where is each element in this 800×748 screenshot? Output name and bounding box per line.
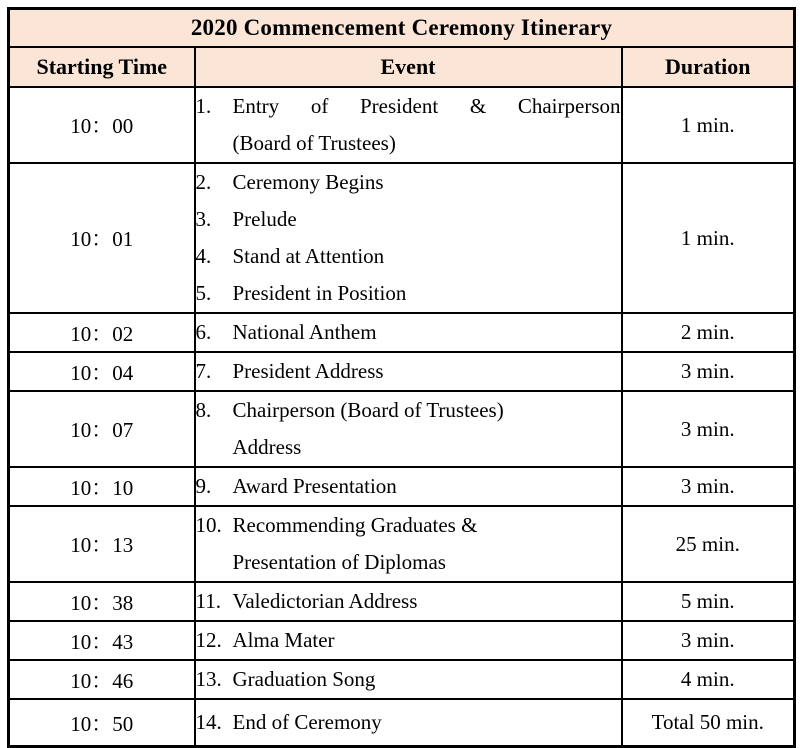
event-line	[196, 238, 621, 275]
event-cell	[195, 660, 622, 699]
duration-cell: 3 min.	[622, 621, 795, 660]
event-cell	[195, 582, 622, 621]
event-number: 4.	[195, 244, 212, 268]
event-number: 8.	[195, 398, 212, 422]
event-line	[196, 704, 621, 741]
event-text: Stand at Attention	[232, 244, 385, 268]
event-text: President Address	[232, 359, 384, 383]
time-cell: 10：04	[9, 352, 195, 391]
event-number: 3.	[195, 207, 212, 231]
duration-cell: 3 min.	[622, 467, 795, 506]
event-number: 10.	[195, 513, 222, 537]
duration-cell: 3 min.	[622, 391, 795, 467]
event-text: Alma Mater	[232, 628, 335, 652]
event-number: 6.	[195, 320, 212, 344]
event-cell	[195, 87, 622, 163]
event-cell	[195, 352, 622, 391]
event-line: Address	[232, 435, 302, 459]
event-number: 9.	[195, 474, 212, 498]
table-row	[9, 352, 795, 391]
time-cell: 10：13	[9, 506, 195, 582]
event-text: Award Presentation	[232, 474, 397, 498]
event-number: 1.	[195, 94, 212, 118]
event-number: 14.	[195, 710, 222, 734]
table-row	[9, 506, 795, 582]
column-header-starting-time: Starting Time	[9, 47, 195, 87]
event-number: 12.	[195, 628, 222, 652]
time-cell: 10：01	[9, 163, 195, 313]
event-number: 5.	[195, 281, 212, 305]
event-text: President in Position	[232, 281, 407, 305]
event-line	[196, 392, 621, 429]
duration-cell: 1 min.	[622, 87, 795, 163]
event-cell	[195, 313, 622, 352]
event-text: Chairperson (Board of Trustees)	[232, 398, 504, 422]
event-line	[196, 164, 621, 201]
event-cell	[195, 467, 622, 506]
table-row	[9, 163, 795, 313]
table-row	[9, 87, 795, 163]
event-line	[196, 88, 621, 125]
duration-cell: 3 min.	[622, 352, 795, 391]
event-line	[196, 507, 621, 544]
event-text: National Anthem	[232, 320, 377, 344]
event-line	[196, 468, 621, 505]
table-row	[9, 391, 795, 467]
time-cell: 10：46	[9, 660, 195, 699]
event-line	[196, 583, 621, 620]
table-row	[9, 660, 795, 699]
event-text: Entry of President & Chairperson	[232, 94, 621, 118]
event-cell	[195, 391, 622, 467]
event-cell	[195, 163, 622, 313]
event-number: 11.	[195, 589, 221, 613]
duration-cell: 5 min.	[622, 582, 795, 621]
duration-cell: 25 min.	[622, 506, 795, 582]
duration-cell: Total 50 min.	[622, 699, 795, 747]
event-line: Presentation of Diplomas	[232, 550, 446, 574]
itinerary-rows	[9, 87, 795, 747]
duration-cell: 1 min.	[622, 163, 795, 313]
event-text: End of Ceremony	[232, 710, 382, 734]
event-number: 7.	[195, 359, 212, 383]
column-header-row	[9, 47, 795, 87]
event-line	[196, 353, 621, 390]
time-cell: 10：02	[9, 313, 195, 352]
table-row	[9, 313, 795, 352]
time-cell: 10：43	[9, 621, 195, 660]
table-title: 2020 Commencement Ceremony Itinerary	[9, 9, 795, 48]
time-cell: 10：00	[9, 87, 195, 163]
event-number: 13.	[195, 667, 222, 691]
event-line	[196, 622, 621, 659]
event-text: Prelude	[232, 207, 297, 231]
event-line	[196, 275, 621, 312]
table-row	[9, 467, 795, 506]
event-cell	[195, 699, 622, 747]
duration-cell: 4 min.	[622, 660, 795, 699]
event-cell	[195, 621, 622, 660]
table-row	[9, 582, 795, 621]
event-text: Valedictorian Address	[232, 589, 418, 613]
table-row	[9, 699, 795, 747]
column-header-duration: Duration	[622, 47, 795, 87]
title-row	[9, 9, 795, 48]
event-cell	[195, 506, 622, 582]
itinerary-table	[7, 7, 796, 748]
column-header-event: Event	[195, 47, 622, 87]
time-cell: 10：10	[9, 467, 195, 506]
event-line	[196, 314, 621, 351]
time-cell: 10：07	[9, 391, 195, 467]
event-text: Graduation Song	[232, 667, 376, 691]
event-line	[196, 661, 621, 698]
event-line	[196, 201, 621, 238]
event-number: 2.	[195, 170, 212, 194]
duration-cell: 2 min.	[622, 313, 795, 352]
time-cell: 10：50	[9, 699, 195, 747]
event-line: (Board of Trustees)	[232, 131, 396, 155]
time-cell: 10：38	[9, 582, 195, 621]
event-text: Recommending Graduates &	[232, 513, 478, 537]
event-text: Ceremony Begins	[232, 170, 384, 194]
table-row	[9, 621, 795, 660]
